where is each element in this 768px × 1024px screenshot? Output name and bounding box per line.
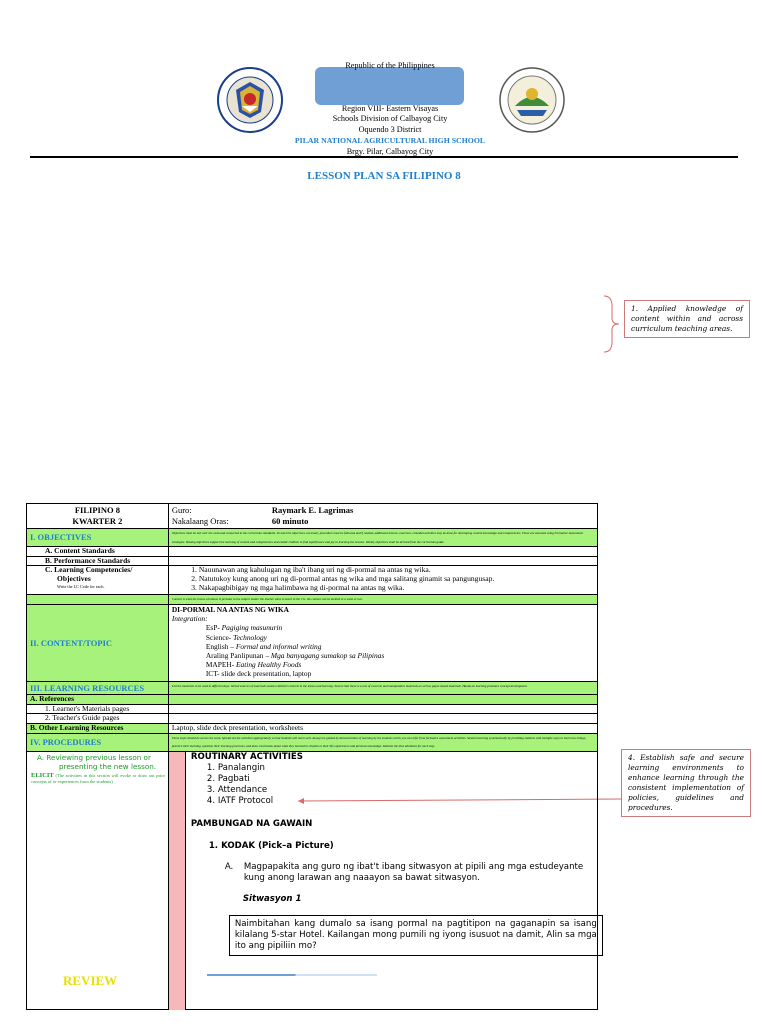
situation-box: Naimbitahan kang dumalo sa isang pormal na pagtitipon na gaganapin sa isang kilalang 5-star Hotel. Kailangan mong pumili ng iyong isusuot na damit, Alin sa mga ito ang pipiliin mo?: [229, 915, 603, 956]
procedures-heading: IV. PROCEDURES: [27, 733, 169, 751]
lm-pages-label: 1. Learner's Materials pages: [27, 704, 169, 714]
list-item: English – Formal and informal writing: [205, 641, 322, 651]
table-row: [27, 566, 598, 595]
list-item: 3. Attendance: [218, 785, 595, 796]
tg-pages-label: 2. Teacher's Guide pages: [27, 714, 169, 724]
competencies-label: C. Learning Competencies/ Objectives: [45, 565, 133, 583]
table-row: [27, 604, 598, 681]
pink-margin-bar: [169, 752, 186, 1010]
time-allotment: 60 minuto: [271, 516, 309, 526]
competencies-list: [177, 566, 594, 592]
table-row: [27, 529, 598, 547]
lesson-plan-title: LESSON PLAN SA FILIPINO 8: [307, 170, 461, 182]
list-item: 1. Nauunawan ang kahulugan ng iba't ibang uri ng di-pormal na antas ng wika.: [199, 566, 594, 575]
guro-label: Guro:: [171, 505, 192, 515]
routinary-list: [191, 763, 595, 807]
slide-divider: [207, 974, 377, 976]
other-resources-value: Laptop, slide deck presentation, worksheets: [168, 723, 597, 733]
district-label: Oquendo 3 District: [358, 125, 422, 134]
performance-standards-label: B. Performance Standards: [27, 556, 169, 566]
list-item: Science- Technology: [205, 632, 267, 642]
review-label: REVIEW: [63, 972, 118, 988]
quarter-label: KWARTER 2: [72, 516, 123, 526]
resources-note: List the materials to be used in different days. Varied sources of materials sustain children's interest in the lesson and learning. Ensure that there is a mix of concrete and manipulative materials as well as paper-based materials. Hands-on learning promotes concept development.: [168, 681, 597, 694]
content-note: Content is what the lesson all about. It pertains to the subject matter the teacher aims to teach in the CG, the content can be tackled in a week or two.: [168, 595, 597, 605]
objectives-note: Objectives must be met over the week and connected to the curriculum standards. To meet the objectives, necessary procedure must be followed and if needed, additional lessons, exercises, remedial activities may be done for developing content knowledge and competencies. These are assessed using Formative Assessment strategies. Valuing objectives support the learning of content and competencies and enable children to find significance and joy in learning the lessons. Weekly objectives shall be derived from the curriculum guide.: [168, 529, 597, 547]
elicit-label: ELICIT: [31, 771, 54, 779]
list-item: EsP- Pagiging masunurin: [205, 623, 283, 633]
brace-1: [600, 294, 622, 354]
table-row: [27, 694, 598, 704]
lesson-plan-table: [26, 503, 598, 1010]
table-row: [27, 595, 598, 605]
division-label: Schools Division of Calbayog City: [332, 114, 448, 123]
table-row: [27, 714, 598, 724]
table-row: [27, 751, 598, 1009]
routinary-heading: ROUTINARY ACTIVITIES: [190, 751, 303, 762]
integration-label: Integration:: [171, 614, 208, 624]
list-item: 1. Panalangin: [218, 763, 595, 774]
pambungad-heading: PAMBUNGAD NA GAWAIN: [190, 818, 313, 829]
list-item: 3. Nakapagbibigay ng mga halimbawa ng di-pormal na antas ng wika.: [199, 584, 594, 593]
kodak-heading: 1. KODAK (Pick–a Picture): [208, 840, 334, 851]
integration-list: [172, 623, 594, 678]
elicit-description: (The activities in this section will evoke or draw out prior concepts of or experiences from the students): [31, 772, 166, 784]
procedures-note: These steps should be across the week. Spread out the activities appropriately so that students will learn well. Always be guided by demonstration of learning by the students which you can infer from formative assessment activities. Sustain learning systematically by providing students with multiple ways to learn new things, practice their learning, question their learning processes, and draw conclusion about what they learned in relation to their life experiences and previous knowledge. Indicate the time allotment for each step.: [168, 733, 597, 751]
references-label: A. References: [27, 694, 169, 704]
competencies-sub: Write the LC Code for each.: [57, 583, 105, 589]
region-label: Region VIII- Eastern Visayas: [341, 104, 439, 113]
list-item: ICT- slide deck presentation, laptop: [205, 669, 312, 679]
teacher-name: Raymark E. Lagrimas: [271, 505, 354, 515]
objectives-heading: I. OBJECTIVES: [27, 529, 169, 547]
subject-label: FILIPINO 8: [74, 505, 120, 515]
callout-safe-environment: 4. Establish safe and secure learning environments to enhance learning through the consistent implementation of policies, guidelines and procedures.: [621, 749, 751, 817]
table-row: [27, 681, 598, 694]
table-row: [27, 723, 598, 733]
republic-label: Republic of the Philippines: [345, 61, 435, 70]
kodak-a-letter: A.: [224, 861, 234, 872]
proc-a-label: A. Reviewing previous lesson or presenting the new lesson.: [37, 752, 157, 771]
kodak-instruction: Magpapakita ang guro ng ibat't ibang sitwasyon at pipili ang mga estudeyante kung anong larawan ang naaayon sa bawat sitwasyon.: [243, 861, 584, 883]
table-row: [27, 547, 598, 557]
table-row: [27, 733, 598, 751]
callout-applied-knowledge: 1. Applied knowledge of content within and across curriculum teaching areas.: [624, 300, 750, 338]
school-address: Brgy. Pilar, Calbayog City: [346, 147, 434, 156]
list-item: Araling Panlipunan – Mga banyagang sumakop sa Pilipinas: [205, 650, 385, 660]
list-item: 2. Natutukoy kung anong uri ng di-pormal antas ng wika and mga salitang ginamit sa pangungusap.: [199, 575, 594, 584]
content-standards-label: A. Content Standards: [27, 547, 169, 557]
list-item: 4. IATF Protocol: [218, 796, 595, 807]
list-item: MAPEH- Eating Healthy Foods: [205, 660, 302, 670]
header-divider: [30, 156, 738, 158]
header-highlight-box: [315, 67, 464, 105]
sitwasyon-label: Sitwasyon 1: [242, 893, 302, 904]
list-item: 2. Pagbati: [218, 774, 595, 785]
school-name: PILAR NATIONAL AGRICULTURAL HIGH SCHOOL: [294, 136, 486, 145]
table-row: [27, 504, 598, 529]
resources-heading: III. LEARNING RESOURCES: [27, 681, 169, 694]
other-resources-label: B. Other Learning Resources: [27, 723, 169, 733]
content-title: DI-PORMAL NA ANTAS NG WIKA: [171, 604, 289, 614]
content-heading: II. CONTENT/TOPIC: [27, 604, 169, 681]
oras-label: Nakalaang Oras:: [171, 516, 229, 526]
